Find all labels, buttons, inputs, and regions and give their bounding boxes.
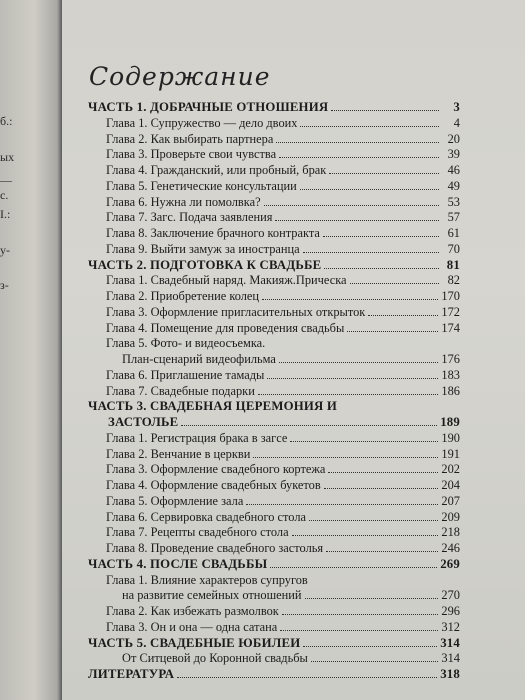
toc-entry-page-number: 176 (441, 352, 460, 366)
dot-leader (262, 288, 438, 300)
toc-entry (106, 304, 460, 320)
toc-entry-title: Глава 6. Нужна ли помолвка? (106, 194, 261, 209)
dot-leader (280, 619, 438, 631)
toc-entry-title: на развитие семейных отношений (122, 588, 302, 603)
toc-entry-page-number: 39 (447, 147, 460, 162)
toc-entry (106, 335, 460, 351)
toc-entry (88, 99, 460, 115)
dot-leader (264, 194, 439, 206)
toc-entry-page-number: 81 (446, 257, 460, 272)
book-page (62, 0, 525, 700)
toc-entry-page-number: 57 (447, 210, 460, 225)
toc-entry (88, 666, 460, 682)
gutter-fragment: ых (0, 150, 15, 164)
toc-entry-title: ЧАСТЬ 1. ДОБРАЧНЫЕ ОТНОШЕНИЯ (88, 100, 329, 114)
toc-entry-page-number: 314 (440, 635, 460, 650)
dot-leader (311, 650, 439, 662)
toc-entry (122, 587, 460, 603)
toc-entry (106, 241, 460, 257)
toc-entry (88, 556, 460, 572)
toc-entry-title: Глава 3. Проверьте свои чувства (106, 147, 277, 162)
dot-leader (268, 335, 439, 347)
toc-entry-page-number (442, 335, 460, 351)
dot-leader (300, 115, 439, 127)
toc-entry-page-number: 186 (441, 383, 460, 398)
toc-entry-page-number: 189 (440, 415, 460, 429)
dot-leader (300, 178, 439, 190)
gutter-fragment: з- (0, 278, 9, 292)
toc-entry (88, 398, 460, 414)
toc-entry-title: Глава 6. Сервировка свадебного стола (106, 509, 307, 524)
toc-entry-title: ЧАСТЬ 3. СВАДЕБНАЯ ЦЕРЕМОНИЯ И (88, 399, 338, 414)
toc-entry (106, 619, 460, 635)
dot-leader (350, 272, 439, 284)
dot-leader (290, 430, 438, 442)
toc-entry (106, 131, 460, 147)
toc-entry (106, 367, 460, 383)
previous-page-edge (0, 0, 62, 700)
dot-leader (324, 477, 439, 489)
toc-entry-page-number: 270 (441, 588, 460, 603)
toc-entry-page-number: 20 (447, 131, 460, 146)
toc-entry (106, 146, 460, 162)
toc-entry-title: Глава 6. Приглашение тамады (106, 367, 265, 382)
toc-entry-title: Глава 4. Помещение для проведения свадьбы (106, 320, 345, 335)
dot-leader (279, 146, 439, 158)
toc-entry-page-number: 3 (453, 100, 460, 114)
dot-leader (303, 241, 439, 253)
toc-entry (106, 540, 460, 556)
dot-leader (246, 493, 438, 505)
toc-entry-page-number: 296 (441, 604, 460, 618)
toc-entry (106, 524, 460, 540)
toc-entry-title: ЛИТЕРАТУРА (88, 667, 175, 681)
toc-entry-title: План-сценарий видеофильма (122, 352, 276, 366)
toc-entry-page-number: 4 (453, 115, 460, 130)
toc-entry-title: Глава 5. Оформление зала (106, 493, 244, 508)
dot-leader (181, 414, 437, 426)
toc-entry-page-number: 70 (447, 241, 460, 256)
toc-entry-page-number: 202 (441, 462, 460, 477)
toc-entry (106, 477, 460, 493)
toc-entry-title: Глава 4. Гражданский, или пробный, брак (106, 163, 327, 177)
toc-entry (106, 383, 460, 399)
dot-leader (340, 398, 439, 410)
dot-leader (309, 509, 438, 521)
gutter-fragment: — (0, 173, 12, 187)
toc-entry-page-number: 49 (447, 178, 460, 193)
toc-entry (106, 288, 460, 304)
toc-entry-title: Глава 7. Рецепты свадебного стола (106, 525, 289, 540)
toc-entry (106, 178, 460, 194)
gutter-fragment: б.: (0, 114, 13, 128)
toc-entry-page-number: 191 (441, 446, 460, 461)
toc-entry (106, 493, 460, 509)
toc-entry-title: Глава 4. Оформление свадебных букетов (106, 478, 321, 492)
toc-entry-title: Глава 3. Оформление свадебного кортежа (106, 462, 326, 477)
toc-entry (108, 414, 460, 430)
toc-entry-page-number: 204 (441, 478, 460, 492)
toc-entry (122, 650, 460, 666)
toc-entry (106, 509, 460, 525)
toc-entry-title: Глава 1. Супружество — дело двоих (106, 115, 298, 130)
dot-leader (324, 257, 439, 269)
toc-entry-title: От Ситцевой до Коронной свадьбы (122, 651, 308, 666)
toc-entry-page-number: 53 (447, 194, 460, 209)
toc-entry-page-number: 209 (441, 509, 460, 524)
gutter-fragment: І.: (0, 207, 11, 221)
toc-entry-title: ЧАСТЬ 4. ПОСЛЕ СВАДЬБЫ (88, 556, 268, 571)
dot-leader (303, 635, 437, 647)
gutter-fragment: с. (0, 188, 9, 202)
toc-entry-title: Глава 2. Как избежать размолвок (106, 604, 279, 618)
toc-entry (106, 272, 460, 288)
toc-entry (106, 225, 460, 241)
toc-entry-page-number (442, 572, 460, 588)
toc-entry (88, 635, 460, 651)
toc-entry-page-number: 82 (447, 273, 460, 288)
toc-entry-page-number (442, 398, 460, 414)
toc-entry-page-number: 314 (441, 651, 460, 666)
toc-entry-page-number: 312 (441, 619, 460, 634)
dot-leader (270, 556, 437, 568)
dot-leader (368, 304, 438, 316)
dot-leader (328, 461, 438, 473)
toc-entry-page-number: 61 (447, 226, 460, 240)
toc-entry (106, 209, 460, 225)
toc-entry-page-number: 46 (447, 163, 460, 177)
toc-entry-title: ЧАСТЬ 2. ПОДГОТОВКА К СВАДЬБЕ (88, 257, 322, 272)
toc-entry-page-number: 183 (441, 367, 460, 382)
toc-entry-title: Глава 8. Проведение свадебного застолья (106, 541, 324, 555)
dot-leader (331, 99, 439, 111)
toc-entry-page-number: 170 (441, 289, 460, 303)
toc-entry-title: ЗАСТОЛЬЕ (108, 415, 179, 429)
toc-entry-title: Глава 9. Выйти замуж за иностранца (106, 241, 300, 256)
dot-leader (329, 162, 439, 174)
toc-entry (106, 446, 460, 462)
toc-entry-page-number: 207 (441, 493, 460, 508)
dot-leader (258, 383, 439, 395)
toc-entry-title: Глава 1. Влияние характеров супругов (106, 572, 308, 587)
dot-leader (305, 587, 439, 599)
toc-entry (106, 320, 460, 336)
dot-leader (276, 131, 439, 143)
toc-entry-title: Глава 7. Загс. Подача заявления (106, 210, 273, 225)
toc-entry-page-number: 218 (441, 525, 460, 540)
toc-entry-title: Глава 8. Заключение брачного контракта (106, 226, 320, 240)
toc-entry-title: Глава 2. Как выбирать партнера (106, 131, 274, 146)
toc-entry-page-number: 174 (441, 320, 460, 335)
table-of-contents (62, 0, 525, 700)
toc-entry-title: ЧАСТЬ 5. СВАДЕБНЫЕ ЮБИЛЕИ (88, 635, 301, 650)
toc-entry-page-number: 172 (441, 304, 460, 319)
dot-leader (292, 524, 439, 536)
toc-entry (106, 194, 460, 210)
dot-leader (267, 367, 438, 379)
toc-entry-title: Глава 2. Приобретение колец (106, 289, 260, 303)
toc-entry-page-number: 246 (441, 541, 460, 555)
toc-entry (106, 603, 460, 619)
dot-leader (323, 225, 439, 237)
toc-entry (106, 461, 460, 477)
dot-leader (253, 446, 438, 458)
toc-entry (122, 351, 460, 367)
toc-entry-page-number: 269 (440, 556, 460, 571)
toc-entry-title: Глава 5. Фото- и видеосъемка. (106, 336, 266, 351)
dot-leader (282, 603, 439, 615)
toc-entry-title: Глава 1. Свадебный наряд. Макияж.Прическа (106, 273, 347, 288)
toc-entry-page-number: 318 (440, 667, 460, 681)
toc-entry-title: Глава 7. Свадебные подарки (106, 383, 255, 398)
dot-leader (347, 320, 438, 332)
toc-entry-title: Глава 1. Регистрация брака в загсе (106, 430, 288, 445)
toc-entry-title: Глава 5. Генетические консультации (106, 178, 297, 193)
page-title: Содержание (89, 62, 271, 91)
toc-entry-title: Глава 2. Венчание в церкви (106, 446, 251, 461)
dot-leader (311, 572, 439, 584)
toc-entry (106, 162, 460, 178)
toc-entry (88, 257, 460, 273)
gutter-fragment: у- (0, 243, 10, 257)
dot-leader (275, 209, 439, 221)
toc-entry-title: Глава 3. Он и она — одна сатана (106, 619, 278, 634)
dot-leader (326, 540, 438, 552)
toc-entry (106, 430, 460, 446)
dot-leader (177, 666, 437, 678)
toc-entry-title: Глава 3. Оформление пригласительных открыток (106, 304, 366, 319)
toc-entry-page-number: 190 (441, 430, 460, 445)
toc-entry (106, 115, 460, 131)
toc-entry (106, 572, 460, 588)
dot-leader (279, 351, 438, 363)
